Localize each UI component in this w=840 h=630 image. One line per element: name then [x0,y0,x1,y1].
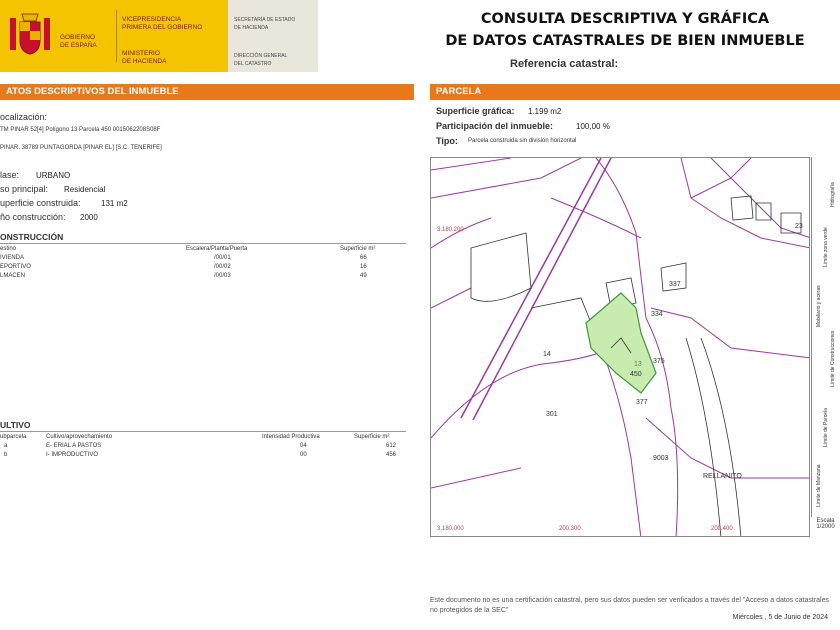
cultivo-header-intensidad: Intensidad Productiva [262,434,320,440]
table-cell: 49 [360,273,367,279]
map-label: 375 [653,358,665,365]
cultivo-header-subparcela: ubparcela [0,434,27,440]
map-label: 450 [630,371,642,378]
legend-item: Límite de Parcela [823,408,829,447]
sup-grafica-label: Superficie gráfica: [436,106,515,116]
table-cell: 16 [360,264,367,270]
table-row [0,273,406,281]
parcel-boundary [431,288,471,308]
ref-catastral-label: Referencia catastral: [510,58,619,70]
table-cell: /00/02 [214,264,231,270]
clase-label: lase: [0,170,20,180]
table-cell: 66 [360,255,367,261]
map-coordinate: 3.180.200 [437,227,464,233]
gov-line1: GOBIERNO [60,34,96,41]
anio-value: 2000 [80,213,98,222]
map-label: 301 [546,411,558,418]
tipo-label: Tipo: [436,136,458,146]
parcel-boundary [551,198,641,238]
cultivo-heading: ULTIVO [0,420,31,430]
construccion-header-destino: estino [0,246,17,252]
localizacion-line1: TM PINAR 52[4] Polígono 13 Parcela 450 0015062208S08F [0,127,161,133]
divider [0,243,406,244]
coat-of-arms-icon [6,12,54,58]
cadastral-map[interactable] [430,157,810,537]
construccion-header-escalera: Escalera/Planta/Puerta [186,246,248,252]
anio-label: ño construcción: [0,212,66,222]
parcel-boundary [681,158,810,248]
vice-line1: VICEPRESIDENCIA [122,16,182,23]
participacion-value: 100,00 % [576,122,610,131]
min-line2: DE HACIENDA [122,58,167,65]
map-legend [811,157,840,517]
parcel-boundary [431,468,521,488]
building [731,196,753,220]
parcel-boundary [431,218,491,248]
uso-label: so principal: [0,184,49,194]
legend-item: Límite de Construcciones [830,330,836,387]
superficie-value: 131 m2 [101,199,128,208]
gov-line2: DE ESPAÑA [60,42,97,49]
disclaimer-note: Este documento no es una certificación catastral, pero sus datos pueden ser verificados a través del "Acceso a datos catastrales no protegidos de la SEC" [430,597,829,614]
min-line1: MINISTERIO [122,50,160,57]
header-gray-block [228,0,318,72]
legend-item: Hidrografía [830,182,836,207]
table-row [0,443,406,451]
cultivo-header-superficie: Superficie m² [354,434,390,440]
construccion-header-superficie: Superficie m² [340,246,376,252]
clase-value: URBANO [36,171,71,180]
legend-item: Límite zona verde [823,227,829,267]
table-cell: IVIENDA [0,255,25,261]
table-row [0,255,406,263]
section-bar-parcela: PARCELA [430,84,840,100]
section-bar-descriptive: ATOS DESCRIPTIVOS DEL INMUEBLE [0,84,414,100]
map-label: 13 [634,361,642,368]
table-cell: b [4,452,8,458]
table-row [0,452,406,460]
parcel-boundary [686,338,721,537]
cultivo-table [0,434,406,464]
table-cell: E- ERIAL A PASTOS [46,443,102,449]
parcel-boundary [691,158,751,198]
dir-line1: DIRECCIÓN GENERAL [234,53,288,59]
construccion-heading: ONSTRUCCIÓN [0,232,64,242]
dir-line2: DEL CATASTRO [234,61,272,67]
cultivo-header-cultivo: Cultivo/aprovechamiento [46,434,113,440]
map-label: 377 [636,399,648,406]
divider [0,431,406,432]
table-cell: 612 [386,443,397,449]
table-cell: 456 [386,452,397,458]
map-label: 334 [651,311,663,318]
table-cell: /00/01 [214,255,231,261]
map-label: 14 [543,351,551,358]
highlighted-parcel [586,293,656,393]
parcel-boundary [431,158,511,170]
table-cell: /00/03 [214,273,231,279]
sec-line1: SECRETARÍA DE ESTADO [234,17,296,23]
map-label: RELLANITO [703,473,742,480]
participacion-label: Participación del inmueble: [436,121,554,131]
scale-value: 1/2000 [816,524,835,530]
road-edge [473,158,611,420]
table-cell: LMACEN [0,273,26,279]
table-cell: 00 [300,452,307,458]
uso-value: Residencial [64,185,106,194]
table-cell: I- IMPRODUCTIVO [46,452,98,458]
sup-grafica-value: 1.199 m2 [528,107,562,116]
table-row [0,264,406,272]
construccion-table [0,246,406,286]
map-coordinate: 3.180.000 [437,526,464,532]
map-coordinate: 200.300 [559,526,581,532]
tipo-value: Parcela construida sin división horizontal [468,138,577,144]
map-scale [811,518,840,530]
legend-item: Mobiliario y aceras [816,285,822,327]
table-cell: EPORTIVO [0,264,31,270]
map-label: 23 [795,223,803,230]
parcel-boundary [651,308,810,358]
government-header [0,0,318,72]
scale-label: Escala [816,518,835,524]
map-label: 337 [669,281,681,288]
title-line2: DE DATOS CATASTRALES DE BIEN INMUEBLE [445,33,805,49]
parcel-boundary [431,348,611,438]
parcel-boundary [646,418,810,478]
page-title [430,8,820,52]
localizacion-label: ocalización: [0,112,48,122]
map-drawing [431,158,810,537]
parcel-boundary [701,338,741,537]
localizacion-line2: PINAR. 38789 PUNTAGORDA [PINAR EL] [S.C. TENERIFE] [0,145,162,151]
table-cell: a [4,443,8,449]
legend-item: Límite de Manzana [816,464,822,507]
parcel-boundary [431,158,581,198]
superficie-label: uperficie construida: [0,198,81,208]
sec-line2: DE HACIENDA [234,25,269,31]
document-date: Miércoles , 5 de Junio de 2024 [732,614,828,621]
legend-drawing [812,157,840,517]
table-cell: 04 [300,443,307,449]
parcel-boundary [471,233,531,301]
map-coordinate: 200.400 [711,526,733,532]
header-divider [116,10,117,62]
vice-line2: PRIMERA DEL GOBIERNO [122,24,203,31]
title-line1: CONSULTA DESCRIPTIVA Y GRÁFICA [480,11,770,27]
map-label: 9003 [653,455,669,462]
